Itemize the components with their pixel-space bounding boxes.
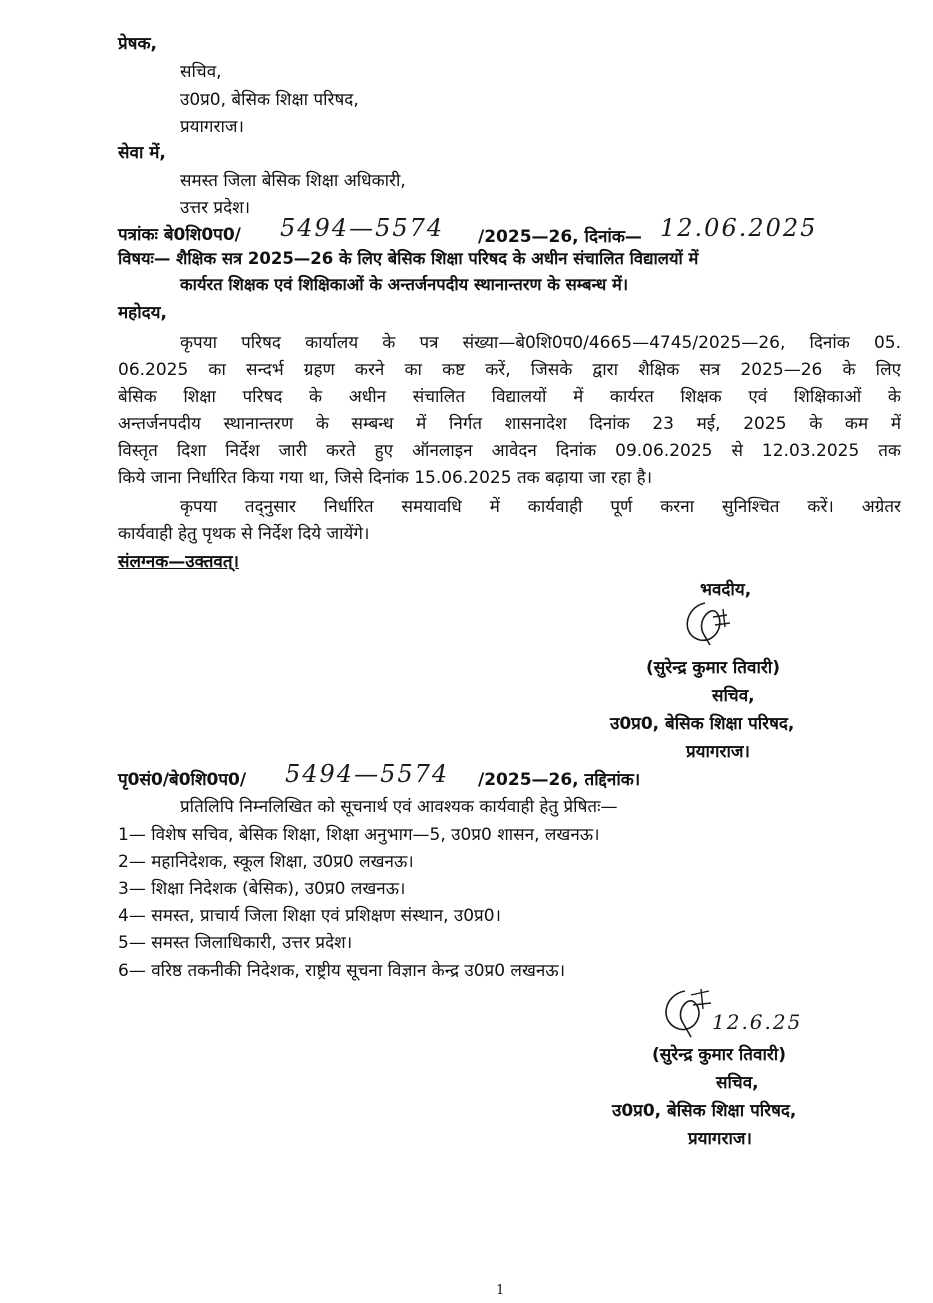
body-line: कार्यवाही हेतु पृथक से निर्देश दिये जायेंगे। bbox=[118, 524, 370, 544]
body-line: कृपया तद्नुसार निर्धारित समयावधि में कार्यवाही पूर्ण करना सुनिश्चित करें। अग्रेतर bbox=[180, 497, 901, 517]
sender-line: उ0प्र0, बेसिक शिक्षा परिषद, bbox=[180, 90, 359, 110]
sender-heading: प्रेषक, bbox=[118, 34, 158, 54]
body-line: बेसिक शिक्षा परिषद के अधीन संचालित विद्यालयों में कार्यरत शिक्षक एवं शिक्षिकाओं के bbox=[118, 387, 901, 407]
closing: भवदीय, bbox=[700, 580, 752, 600]
handwritten-letter-number: 5494—5574 bbox=[280, 214, 445, 242]
signatory-1-office: उ0प्र0, बेसिक शिक्षा परिषद, bbox=[610, 714, 795, 734]
recipient-heading: सेवा में, bbox=[118, 143, 166, 163]
subject-line: विषयः— शैक्षिक सत्र 2025—26 के लिए बेसिक शिक्षा परिषद के अधीन संचालित विद्यालयों में bbox=[118, 249, 699, 268]
signatory-2-office: उ0प्र0, बेसिक शिक्षा परिषद, bbox=[612, 1101, 797, 1121]
signatory-1-city: प्रयागराज। bbox=[686, 742, 750, 762]
signatory-1-name: (सुरेन्द्र कुमार तिवारी) bbox=[646, 658, 780, 678]
copy-list-item: 5— समस्त जिलाधिकारी, उत्तर प्रदेश। bbox=[118, 933, 353, 953]
copy-ref-year: /2025—26, तद्दिनांक। bbox=[478, 770, 641, 790]
body-line: कृपया परिषद कार्यालय के पत्र संख्या—बे0शि0प0/4665—4745/2025—26, दिनांक 05. bbox=[180, 333, 901, 353]
sender-line: प्रयागराज। bbox=[180, 117, 244, 137]
handwritten-signature-date: 12.6.25 bbox=[712, 1010, 803, 1034]
letter-ref-label: पत्रांकः बे0शि0प0/ bbox=[118, 225, 241, 245]
copy-list-item: 1— विशेष सचिव, बेसिक शिक्षा, शिक्षा अनुभाग—5, उ0प्र0 शासन, लखनऊ। bbox=[118, 825, 600, 845]
body-line: विस्तृत दिशा निर्देश जारी करते हुए ऑनलाइन आवेदन दिनांक 09.06.2025 से 12.03.2025 तक bbox=[118, 441, 901, 461]
recipient-line: उत्तर प्रदेश। bbox=[180, 198, 251, 218]
salutation: महोदय, bbox=[118, 303, 167, 323]
copy-intro: प्रतिलिपि निम्नलिखित को सूचनार्थ एवं आवश्यक कार्यवाही हेतु प्रेषितः— bbox=[180, 797, 618, 817]
subject-line: कार्यरत शिक्षक एवं शिक्षिकाओं के अन्तर्जनपदीय स्थानान्तरण के सम्बन्ध में। bbox=[180, 275, 629, 294]
copy-list-item: 6— वरिष्ठ तकनीकी निदेशक, राष्ट्रीय सूचना विज्ञान केन्द्र उ0प्र0 लखनऊ। bbox=[118, 961, 566, 981]
signatory-2-designation: सचिव, bbox=[716, 1073, 759, 1093]
signatory-1-designation: सचिव, bbox=[712, 686, 755, 706]
letter-ref-year: /2025—26, दिनांक— bbox=[478, 227, 642, 247]
handwritten-copy-number: 5494—5574 bbox=[285, 760, 450, 788]
page-number: 1 bbox=[496, 1283, 505, 1298]
copy-list-item: 3— शिक्षा निदेशक (बेसिक), उ0प्र0 लखनऊ। bbox=[118, 879, 406, 899]
signatory-2-name: (सुरेन्द्र कुमार तिवारी) bbox=[652, 1045, 786, 1065]
enclosure-note: संलग्नक—उक्तवत्। bbox=[118, 552, 239, 572]
body-line: अन्तर्जनपदीय स्थानान्तरण के सम्बन्ध में निर्गत शासनादेश दिनांक 23 मई, 2025 के कम में bbox=[118, 414, 901, 434]
body-paragraph-1 bbox=[118, 330, 901, 492]
signatory-2-city: प्रयागराज। bbox=[688, 1129, 752, 1149]
copy-ref-label: पृ0सं0/बे0शि0प0/ bbox=[118, 770, 247, 790]
body-line: किये जाना निर्धारित किया गया था, जिसे दिनांक 15.06.2025 तक बढ़ाया जा रहा है। bbox=[118, 468, 653, 488]
sender-line: सचिव, bbox=[180, 62, 222, 82]
copy-list-item: 4— समस्त, प्राचार्य जिला शिक्षा एवं प्रशिक्षण संस्थान, उ0प्र0। bbox=[118, 906, 501, 926]
copy-list-item: 2— महानिदेशक, स्कूल शिक्षा, उ0प्र0 लखनऊ। bbox=[118, 852, 414, 872]
signature-1 bbox=[675, 595, 745, 655]
body-paragraph-2 bbox=[118, 494, 901, 548]
body-line: 06.2025 का सन्दर्भ ग्रहण करने का कष्ट करें, जिसके द्वारा शैक्षिक सत्र 2025—26 के लिए bbox=[118, 360, 901, 380]
handwritten-letter-date: 12.06.2025 bbox=[660, 214, 818, 242]
recipient-line: समस्त जिला बेसिक शिक्षा अधिकारी, bbox=[180, 171, 406, 191]
